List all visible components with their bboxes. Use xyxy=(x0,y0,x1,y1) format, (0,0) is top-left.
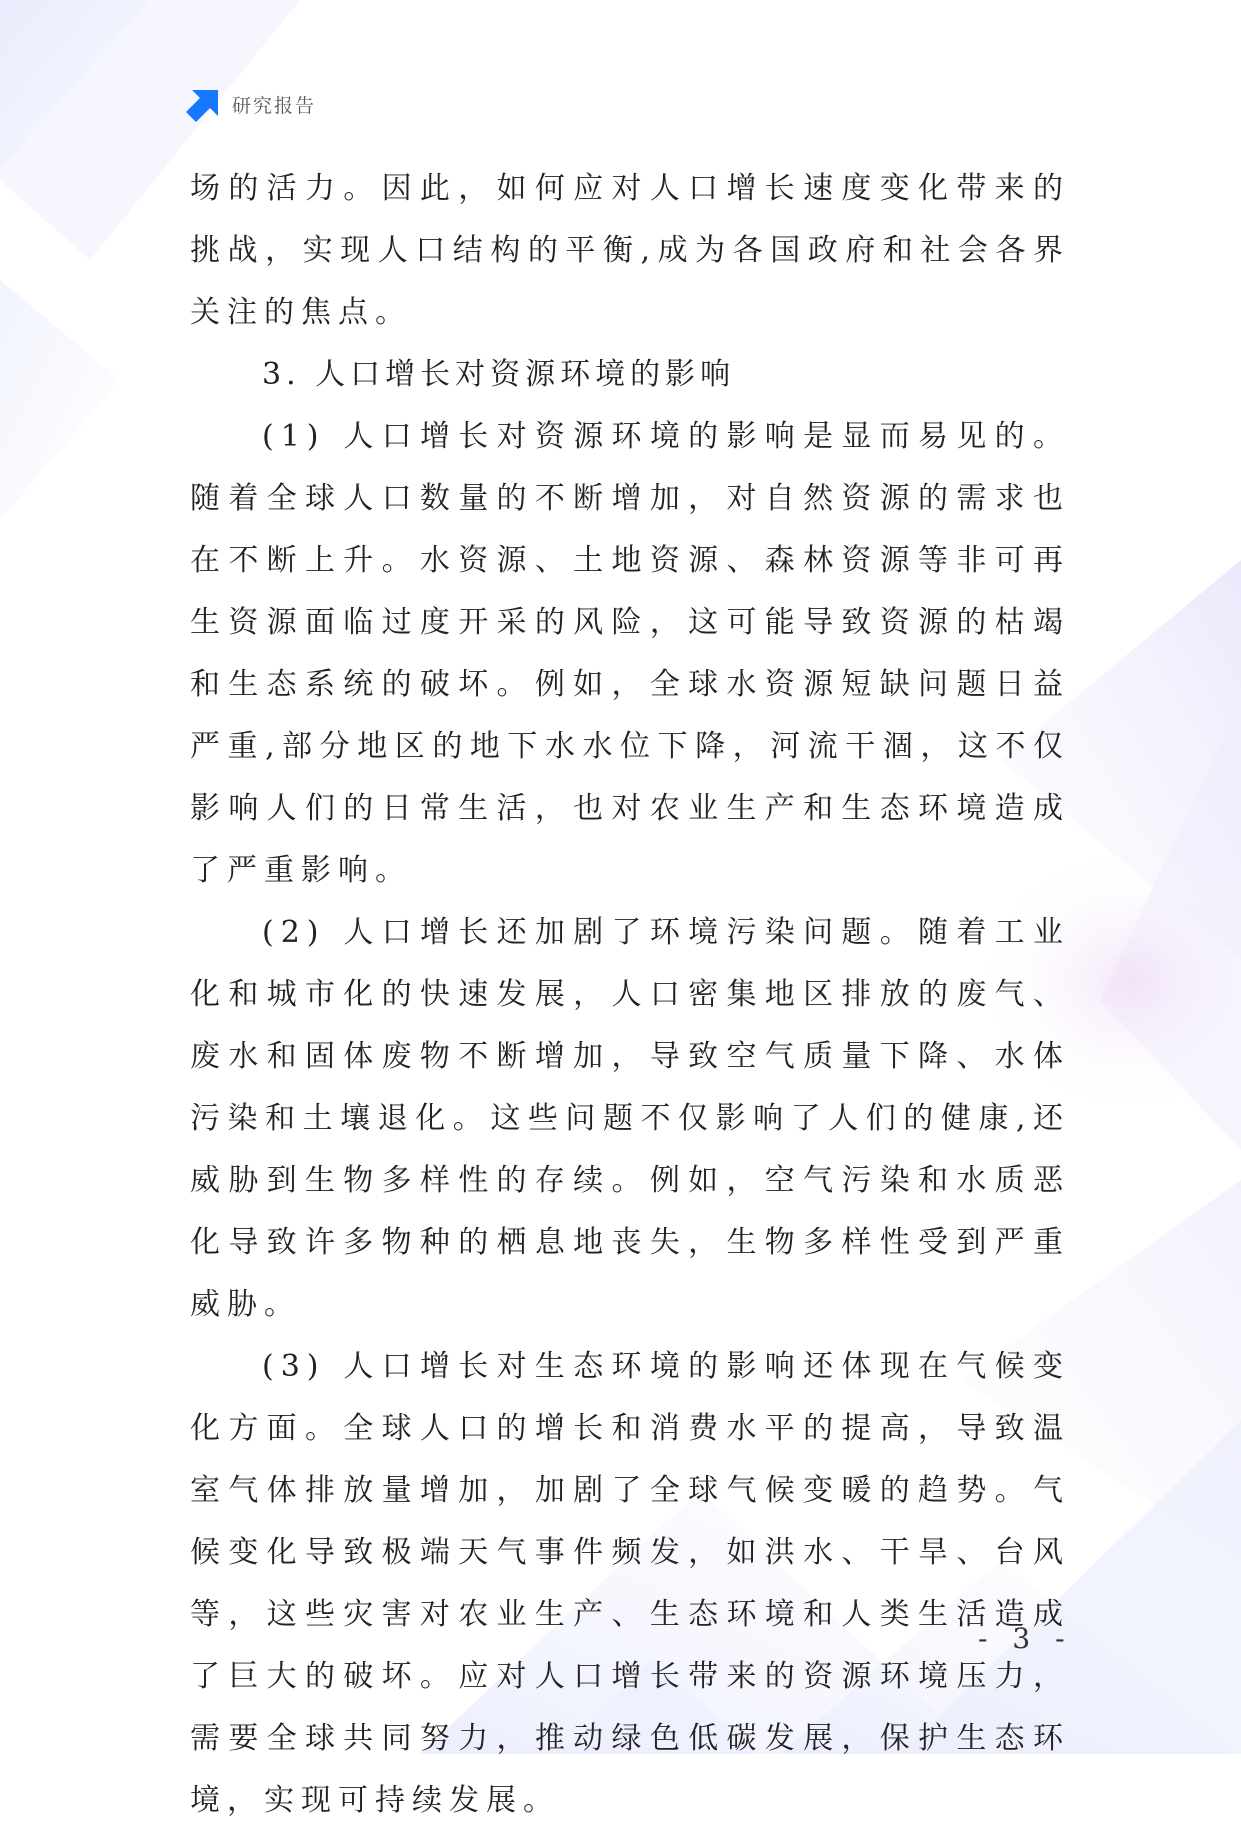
page-header xyxy=(186,86,316,122)
header-title: 研究报告 xyxy=(232,94,317,117)
arrow-up-right-icon xyxy=(186,86,222,122)
document-body xyxy=(190,158,1070,1832)
paragraph-continued: 场的活力。因此，如何应对人口增长速度变化带来的挑战，实现人口结构的平衡,成为各国政府和社会各界关注的焦点。 xyxy=(190,171,1070,330)
paragraph-resource-demand: (1) 人口增长对资源环境的影响是显而易见的。随着全球人口数量的不断增加，对自然资源的需求也在不断上升。水资源、土地资源、森林资源等非可再生资源面临过度开采的风险，这可能导致资源的枯竭和生态系统的破坏。例如，全球水资源短缺问题日益严重,部分地区的地下水水位下降，河流干涸，这不仅影响人们的日常生活，也对农业生产和生态环境造成了严重影响。 xyxy=(190,419,1070,888)
page-number: - 3 - xyxy=(978,1622,1073,1655)
paragraph-pollution: (2) 人口增长还加剧了环境污染问题。随着工业化和城市化的快速发展，人口密集地区排放的废气、废水和固体废物不断增加，导致空气质量下降、水体污染和土壤退化。这些问题不仅影响了人们的健康,还威胁到生物多样性的存续。例如，空气污染和水质恶化导致许多物种的栖息地丧失，生物多样性受到严重威胁。 xyxy=(190,915,1070,1322)
section-heading: 3. 人口增长对资源环境的影响 xyxy=(262,357,736,392)
paragraph-climate-change: (3) 人口增长对生态环境的影响还体现在气候变化方面。全球人口的增长和消费水平的提高，导致温室气体排放量增加，加剧了全球气候变暖的趋势。气候变化导致极端天气事件频发，如洪水、干旱、台风等，这些灾害对农业生产、生态环境和人类生活造成了巨大的破坏。应对人口增长带来的资源环境压力，需要全球共同努力，推动绿色低碳发展，保护生态环境，实现可持续发展。 xyxy=(190,1349,1070,1818)
